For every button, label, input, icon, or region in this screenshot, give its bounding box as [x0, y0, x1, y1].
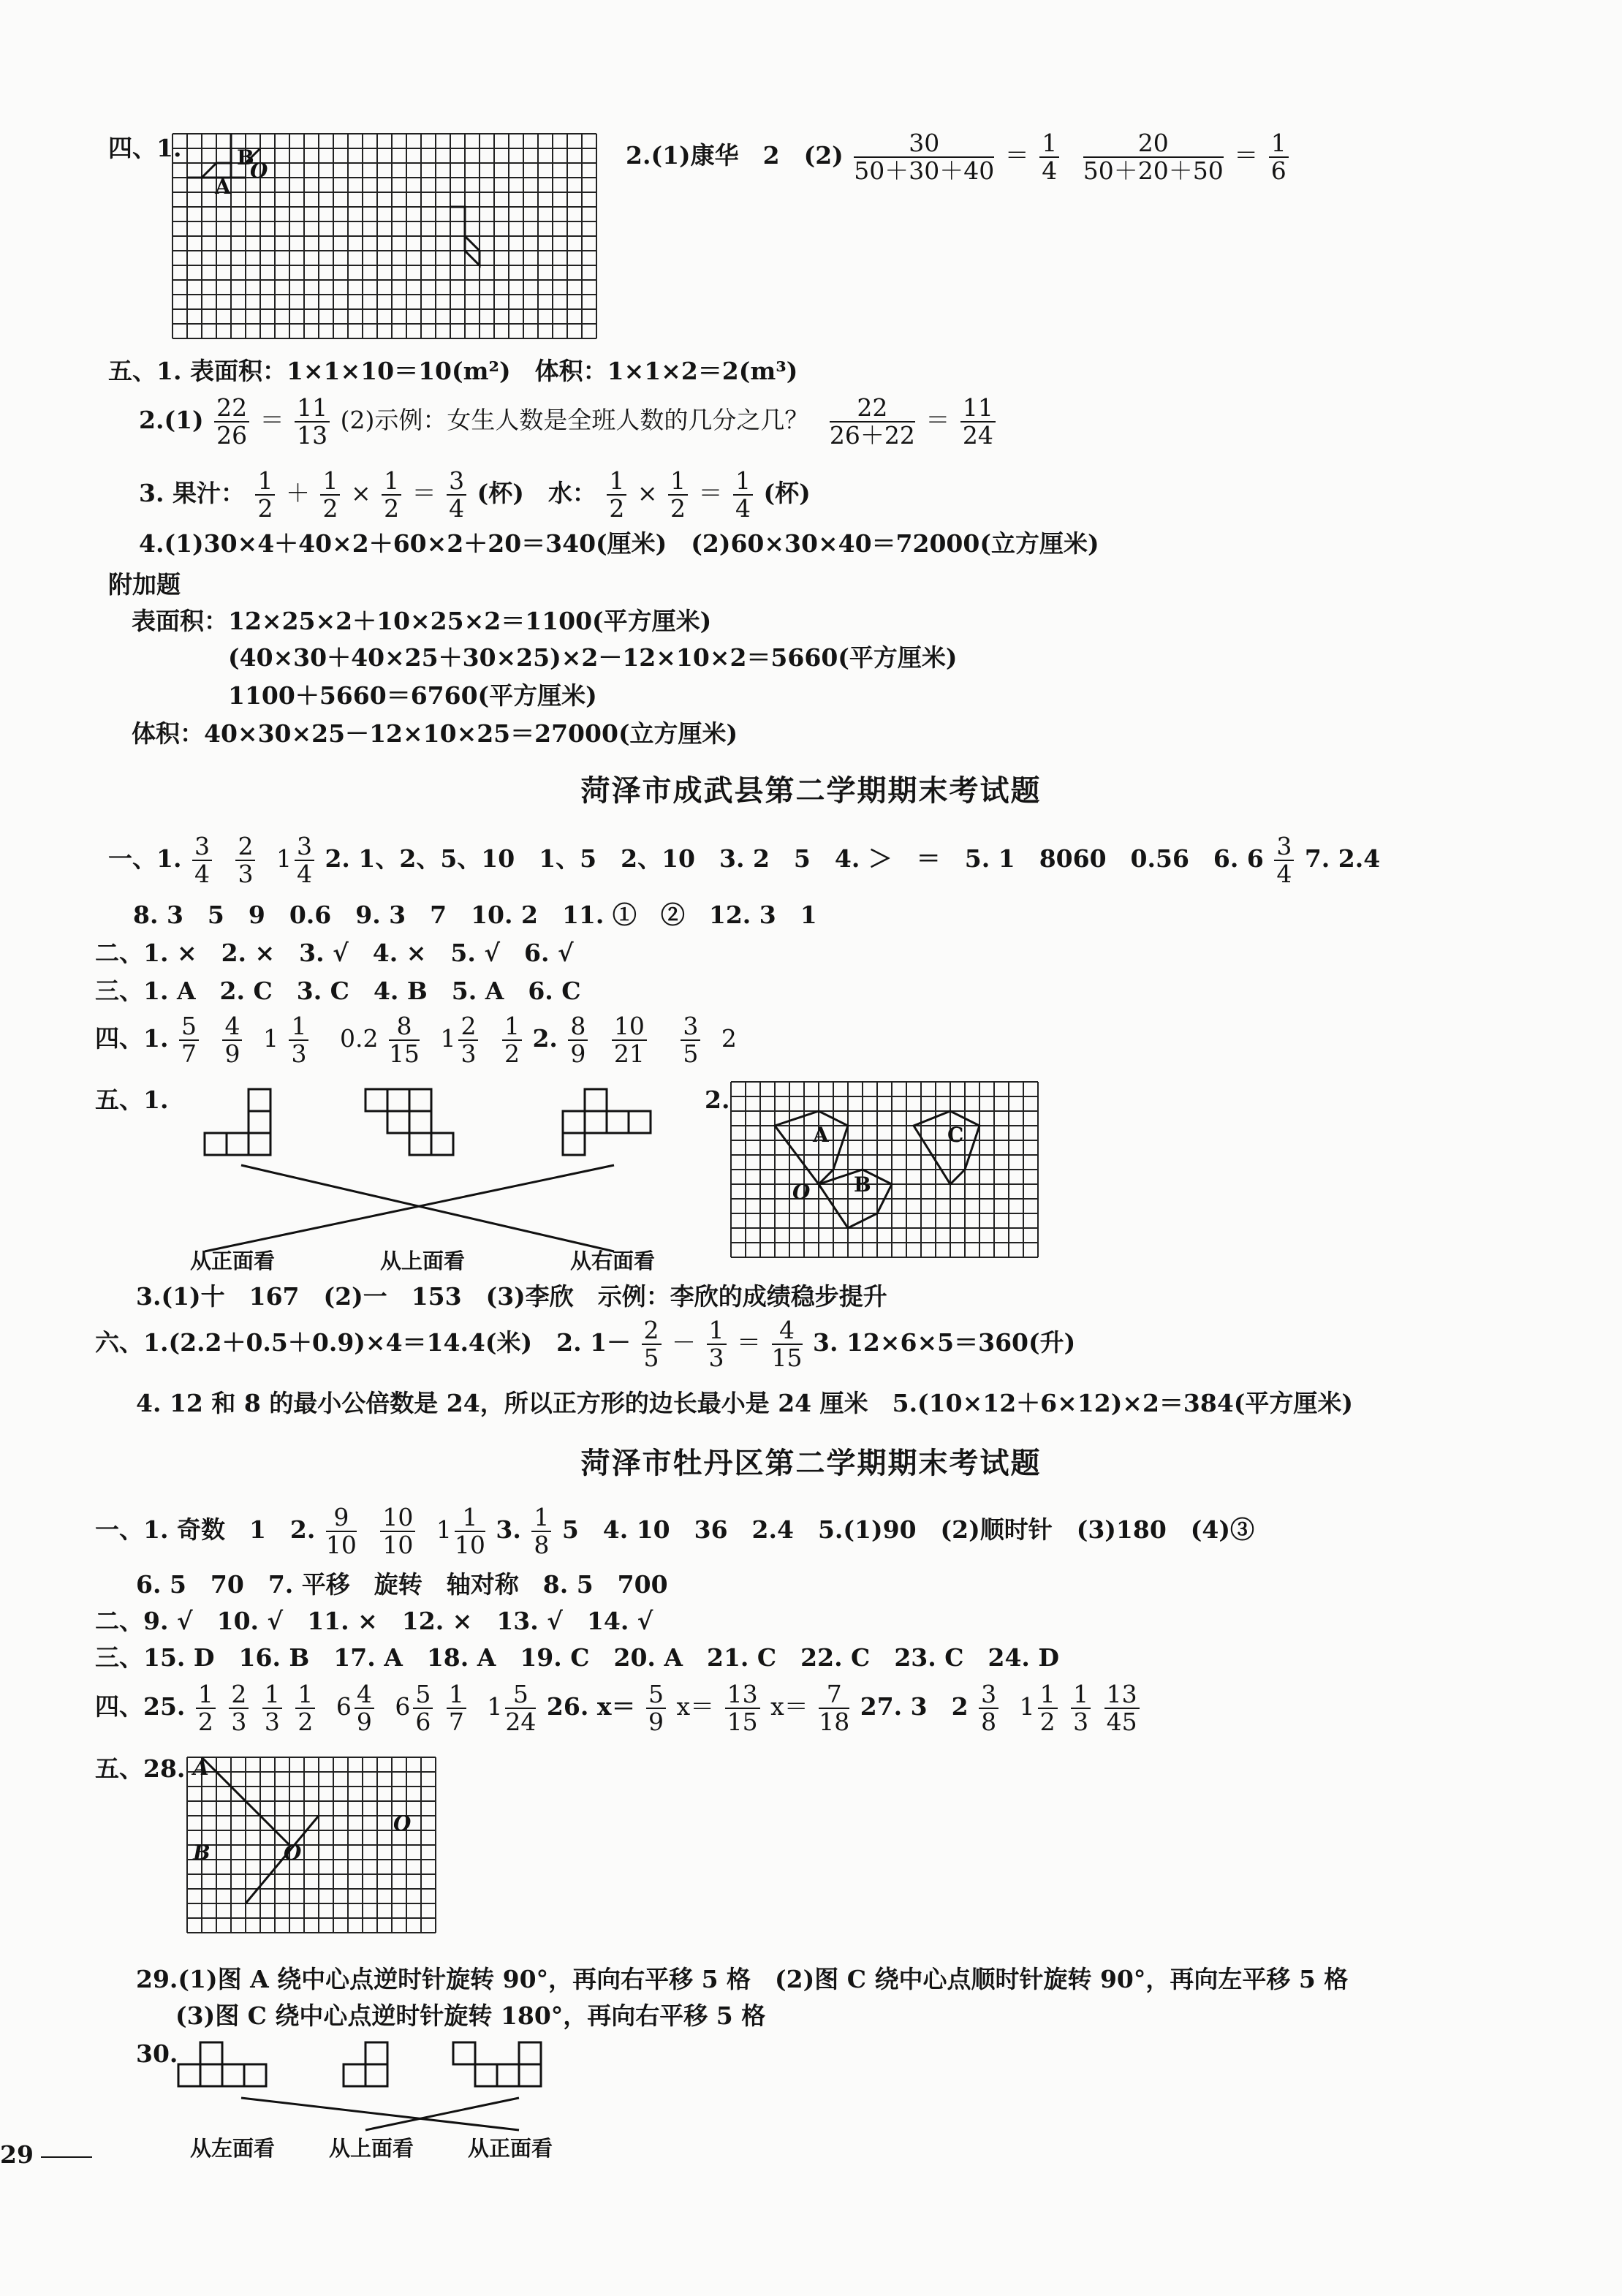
view-block [563, 1133, 585, 1155]
sec2-line-7: 3.(1)十 167 (2)一 153 (3)李欣 示例：李欣的成绩稳步提升 [136, 1282, 887, 1311]
sec2-q2-label: 2. [705, 1086, 730, 1114]
extra-line-3: 1100＋5660＝6760(平方厘米) [228, 681, 597, 710]
view-block [227, 1133, 249, 1155]
label-o: O [284, 1841, 302, 1865]
q5-1-answer: 五、1. 表面积：1×1×10＝10(m²) 体积：1×1×2＝2(m³) [108, 357, 798, 385]
footer-rule [41, 2156, 92, 2158]
sec2-line-3: 二、1. × 2. × 3. √ 4. × 5. √ 6. √ [95, 939, 574, 967]
shape-c [914, 1111, 979, 1184]
view-block [431, 1133, 453, 1155]
view-block [563, 1111, 585, 1133]
view-block [629, 1111, 651, 1133]
section-title-chengwu: 菏泽市成武县第二学期期末考试题 [580, 774, 1042, 808]
sec3-line-1: 一、1. 奇数 1 2. $\frac{9}{10}$ $\frac{10}{10}$ 1 $\frac{1}{10}$ 3. $\frac{1}{8}$ 5 4. 10 36 2.4 5.(1)90 (2)顺时针 (3)180 (4)③ [95, 1503, 1254, 1559]
sec2-line-2: 8. 3 5 9 0.6 9. 3 7 10. 2 11. ① ② 12. 3 1 [133, 901, 817, 929]
fraction: $\frac{11}{24}$ [960, 395, 996, 449]
view-block [409, 1133, 431, 1155]
view-block [200, 2042, 222, 2064]
sec3-line-2: 6. 5 70 7. 平移 旋转 轴对称 8. 5 700 [136, 1570, 668, 1599]
fraction: $\frac{22}{26}$ [214, 395, 249, 449]
q5-4-answer: 4.(1)30×4＋40×2＋60×2＋20＝340(厘米) (2)60×30×40＝72000(立方厘米) [139, 529, 1099, 558]
view-block [178, 2064, 200, 2086]
fraction: $\frac{30}{50+30+40}$ [854, 129, 995, 185]
view-block [519, 2064, 541, 2086]
view-block [409, 1089, 431, 1111]
match-line [205, 1165, 614, 1251]
view-block [387, 1111, 409, 1133]
q4-label: 四、1. [108, 134, 182, 162]
match-line [241, 2098, 519, 2130]
sec2-q5-label: 五、1. [95, 1086, 169, 1114]
grid-figure-3 [187, 1757, 444, 1949]
view-block [249, 1111, 270, 1133]
view-caption: 从正面看 [468, 2136, 553, 2161]
grid-figure-2 [731, 1082, 1039, 1262]
view-block [519, 2042, 541, 2064]
extra-line-4: 体积：40×30×25－12×10×25＝27000(立方厘米) [132, 719, 738, 748]
q5-2-answer: 2.(1) $\frac{22}{26}$ ＝ $\frac{11}{13}$ (2)示例：女生人数是全班人数的几分之几？ $\frac{22}{26+22}$ ＝ $\frac{11}{24}$ [139, 395, 998, 449]
grid-figure-1 [173, 134, 599, 338]
three-views-figure-1 [175, 1082, 687, 1272]
sec2-line-4: 三、1. A 2. C 3. C 4. B 5. A 6. C [95, 977, 581, 1005]
label-c: C [947, 1123, 964, 1147]
extra-title: 附加题 [108, 570, 181, 599]
q4-2-head: 2.(1)康华 2 (2) [626, 141, 844, 170]
view-block [222, 2064, 244, 2086]
view-caption: 从上面看 [329, 2136, 414, 2161]
label-o: O [792, 1180, 811, 1204]
sec3-line-3: 二、9. √ 10. √ 11. × 12. × 13. √ 14. √ [95, 1607, 653, 1635]
sec3-line-29: 29.(1)图 A 绕中心点逆时针旋转 90°，再向右平移 5 格 (2)图 C 绕中心点顺时针旋转 90°，再向左平移 5 格 [136, 1965, 1349, 1993]
view-block [365, 2042, 387, 2064]
q5-3-answer: 3. 果汁： $\frac{1}{2}$ ＋ $\frac{1}{2}$ × $\frac{1}{2}$ ＝ $\frac{3}{4}$ (杯) 水： $\frac{1}{2}$ × $\frac{1}{2}$ ＝ $\frac{1}{4}$ (杯) [139, 466, 811, 523]
view-block [497, 2064, 519, 2086]
view-caption: 从上面看 [380, 1249, 466, 1273]
view-block [200, 2064, 222, 2086]
extra-line-1: 表面积：12×25×2＋10×25×2＝1100(平方厘米) [132, 607, 712, 635]
view-block [249, 1133, 270, 1155]
view-block [249, 1089, 270, 1111]
sec2-line-9: 4. 12 和 8 的最小公倍数是 24，所以正方形的边长最小是 24 厘米 5.(10×12＋6×12)×2＝384(平方厘米) [136, 1389, 1354, 1417]
view-block [585, 1089, 607, 1111]
fraction: $\frac{22}{26+22}$ [829, 393, 915, 450]
shape-a [775, 1111, 848, 1184]
label-b: B [237, 145, 254, 170]
view-block [475, 2064, 497, 2086]
extra-line-2: (40×30＋40×25＋30×25)×2－12×10×2＝5660(平方厘米) [228, 643, 958, 672]
view-block [365, 1089, 387, 1111]
fraction: $\frac{1}{6}$ [1269, 130, 1289, 184]
label-o: O [393, 1811, 412, 1835]
view-block [607, 1111, 629, 1133]
match-line [241, 1165, 614, 1251]
page-number: 29 [0, 2140, 34, 2169]
view-block [205, 1133, 227, 1155]
section-title-mudan: 菏泽市牡丹区第二学期期末考试题 [580, 1447, 1042, 1480]
sec3-line-5: 四、25. $\frac{1}{2}$ $\frac{2}{3}$ $\frac{1}{3}$ $\frac{1}{2}$ 6 $\frac{4}{9}$ 6 $\frac{5}{6}$ $\frac{1}{7}$ 1 $\frac{5}{24}$ 26. x＝ $\frac{5}{9}$ x＝ $\frac{13}{15}$ x＝ $\frac{7}{18}$ 27. 3 2 $\frac{3}{8}$ 1 $\frac{1}{2}$ $\frac{1}{3}$ $\frac{13}{45}$ [95, 1681, 1142, 1735]
label-b: B [193, 1841, 211, 1865]
label-a: A [813, 1123, 829, 1147]
fraction: $\frac{1}{4}$ [1039, 130, 1059, 184]
fraction: $\frac{20}{50+20+50}$ [1083, 129, 1224, 185]
view-block [387, 1089, 409, 1111]
sec3-q28-label: 五、28. [95, 1754, 186, 1783]
sec3-line-29b: (3)图 C 绕中心点逆时针旋转 180°，再向右平移 5 格 [175, 2001, 766, 2030]
sec3-line-4: 三、15. D 16. B 17. A 18. A 19. C 20. A 21. C 22. C 23. C 24. D [95, 1643, 1060, 1672]
three-views-figure-2 [175, 2035, 629, 2167]
view-caption: 从左面看 [190, 2136, 276, 2161]
label-o: O [250, 159, 268, 183]
label-b: B [854, 1172, 871, 1197]
view-block [365, 2064, 387, 2086]
view-caption: 从右面看 [570, 1249, 656, 1273]
view-block [344, 2064, 365, 2086]
fraction: $\frac{11}{13}$ [295, 395, 330, 449]
label-a: A [215, 175, 231, 199]
view-block [453, 2042, 475, 2064]
q4-2-answer: 2.(1)康华 2 (2) $\frac{30}{50+30+40}$ ＝ $\frac{1}{4}$ $\frac{20}{50+20+50}$ ＝ $\frac{1}{6}$ [626, 130, 1292, 184]
view-block [585, 1111, 607, 1133]
sec2-line-1: 一、1. $\frac{3}{4}$ $\frac{2}{3}$ 1 $\frac{3}{4}$ 2. 1、2、5、10 1、5 2、10 3. 2 5 4. ＞ ＝ 5. 1 8060 0.56 6. 6 $\frac{3}{4}$ 7. 2.4 [108, 832, 1381, 888]
sec2-line-8: 六、1.(2.2＋0.5＋0.9)×4＝14.4(米) 2. 1－ $\frac{2}{5}$ － $\frac{1}{3}$ ＝ $\frac{4}{15}$ 3. 12×6×5＝360(升) [95, 1316, 1076, 1372]
sec3-q30-label: 30. [136, 2039, 178, 2068]
view-block [244, 2064, 266, 2086]
view-caption: 从正面看 [190, 1249, 276, 1273]
label-a: A [193, 1756, 209, 1780]
sec2-line-5: 四、1. $\frac{5}{7}$ $\frac{4}{9}$ 1 $\frac{1}{3}$ 0.2 $\frac{8}{15}$ 1 $\frac{2}{3}$ $\frac{1}{2}$ 2. $\frac{8}{9}$ $\frac{10}{21}$ $\frac{3}{5}$ 2 [95, 1012, 737, 1068]
view-block [409, 1111, 431, 1133]
